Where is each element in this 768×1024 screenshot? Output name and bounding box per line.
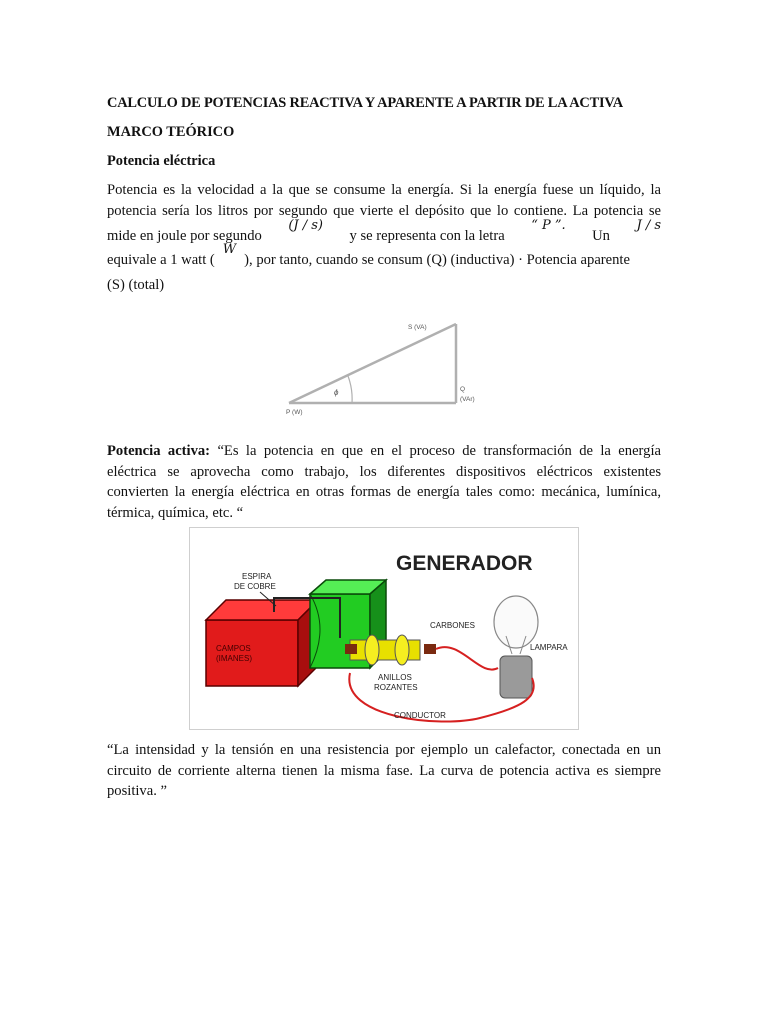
paragraph-line: potencia sería los litros por segundo que vierte el depósito que lo contiene. La potencia se [107, 202, 661, 219]
paragraph-line: Potencia es la velocidad a la que se consume la energía. Si la energía fuese un líquido, la [107, 182, 661, 198]
label-imanes: (IMANES) [216, 654, 252, 663]
phi-angle-arc [348, 376, 352, 403]
paragraph-line-formula [107, 217, 661, 246]
anillo-2 [395, 635, 409, 665]
formula-joule-per-second-2: J / s [636, 217, 661, 233]
label-rozantes: ROZANTES [374, 683, 418, 692]
generator-illustration [189, 527, 579, 730]
label-q-unit: (VAr) [460, 396, 475, 403]
carbon-brush-2 [424, 644, 436, 654]
label-campos: CAMPOS [216, 644, 251, 653]
paragraph-line: (S) (total) [107, 276, 165, 293]
paragraph-text: ), por tanto, cuando se consum (Q) (inductiva) · Potencia aparente [244, 252, 630, 268]
generator-diagram [190, 528, 578, 729]
formula-letter-p: “ P ”. [531, 217, 566, 233]
paragraph-line: circuito de corriente alterna tienen la misma fase. La curva de potencia activa es siempre [107, 762, 661, 779]
paragraph-text: mide en joule por segundo [107, 227, 262, 244]
paragraph-line-formula [107, 242, 661, 271]
paragraph-text: equivale a 1 watt ( [107, 252, 215, 268]
label-carbones: CARBONES [430, 621, 475, 630]
paragraph-text: y se representa con la letra [349, 227, 505, 244]
label-p: P (W) [286, 409, 303, 416]
paragraph-quote [107, 740, 661, 802]
label-phi: ϕ [334, 388, 339, 397]
label-s: S (VA) [408, 324, 427, 331]
paragraph-line: positiva. ” [107, 783, 167, 799]
formula-joule-per-second: (J / s) [288, 217, 323, 233]
campos-magnet-front [206, 620, 298, 686]
wire-top [436, 647, 498, 670]
paragraph-power-definition [107, 180, 661, 295]
term-active-power: Potencia activa: [107, 443, 211, 459]
section-title: MARCO TEÓRICO [107, 124, 235, 140]
anillo-1 [365, 635, 379, 665]
paragraph-text: Un [592, 227, 610, 244]
paragraph-line: térmica, química, etc. “ [107, 504, 244, 521]
paragraph-line: eléctrica se aprovecha como trabajo, los diferentes dispositivos eléctricos existentes [107, 463, 661, 480]
label-lampara: LAMPARA [530, 643, 568, 652]
label-anillos: ANILLOS [378, 673, 412, 682]
paragraph-active-power [107, 441, 661, 523]
lamp-base [500, 656, 532, 698]
formula-watt: W [222, 242, 237, 257]
lamp-bulb [494, 596, 538, 648]
section-heading: Potencia eléctrica [107, 153, 216, 169]
power-triangle-diagram [286, 320, 486, 420]
label-de-cobre: DE COBRE [234, 582, 276, 591]
label-conductor: CONDUCTOR [394, 711, 446, 720]
generator-title: GENERADOR [396, 552, 533, 575]
paragraph-line [107, 441, 661, 462]
paragraph-line: convierten la energía eléctrica en otras formas de energía tales como: mecánica, lumínica, [107, 484, 661, 500]
label-q: Q [460, 386, 466, 393]
paragraph-text: “Es la potencia en que en el proceso de transformación de la energía [217, 443, 661, 459]
triangle-side-s [289, 324, 456, 403]
document-title: CALCULO DE POTENCIAS REACTIVA Y APARENTE A PARTIR DE LA ACTIVA [107, 95, 623, 111]
label-espira: ESPIRA [242, 572, 272, 581]
carbon-brush-1 [345, 644, 357, 654]
paragraph-line: “La intensidad y la tensión en una resistencia por ejemplo un calefactor, conectada en un [107, 742, 661, 758]
